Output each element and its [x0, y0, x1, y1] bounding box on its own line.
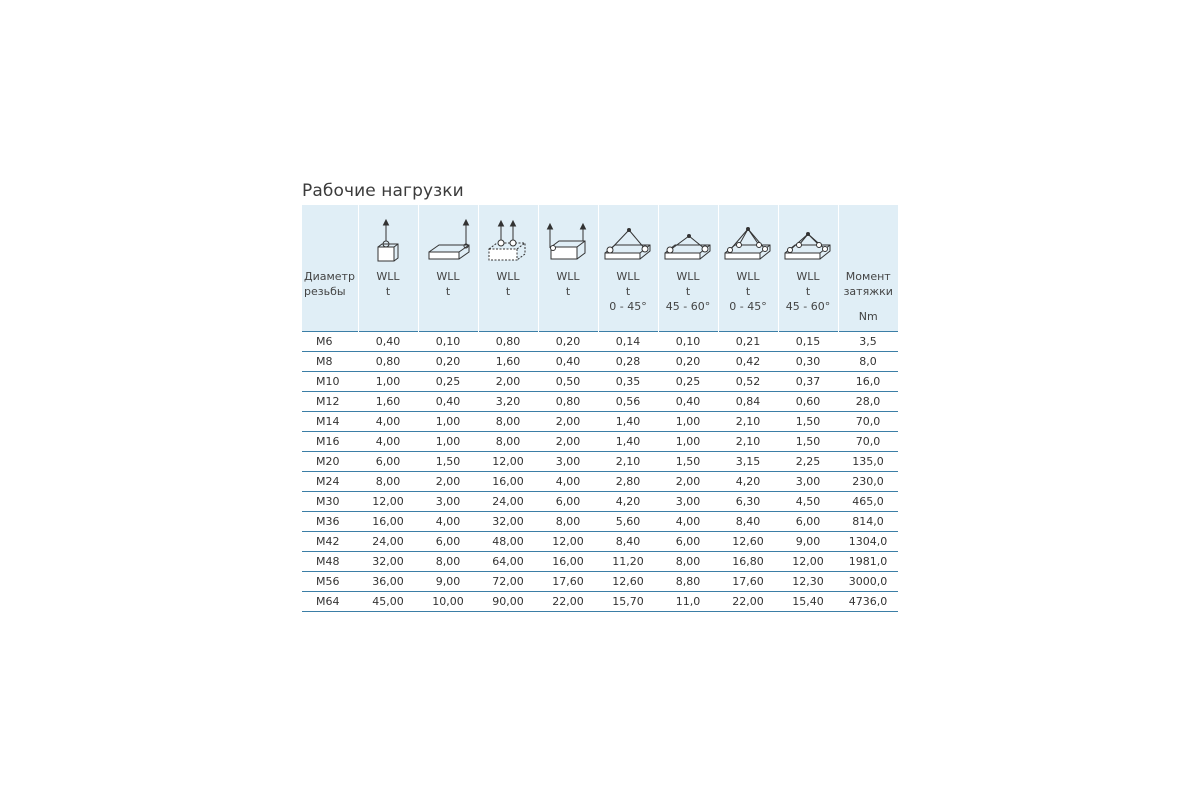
header-row — [302, 205, 898, 332]
header-thread-line-2: резьбы — [304, 285, 346, 298]
table-row — [302, 392, 898, 412]
four-leg-sling-45-60-icon — [782, 219, 834, 263]
col-6-label-angle: 45 - 60° — [665, 300, 711, 313]
table-row — [302, 592, 898, 612]
cell-wll-col-8: 12,30 — [778, 572, 838, 592]
cell-wll-col-2: 2,00 — [418, 472, 478, 492]
cell-wll-col-5: 0,35 — [598, 372, 658, 392]
cell-torque: 1981,0 — [838, 552, 898, 572]
table-row — [302, 492, 898, 512]
cell-wll-col-4: 0,50 — [538, 372, 598, 392]
cell-wll-col-1: 36,00 — [358, 572, 418, 592]
cell-wll-col-1: 32,00 — [358, 552, 418, 572]
cell-wll-col-5: 12,60 — [598, 572, 658, 592]
cell-wll-col-5: 0,14 — [598, 332, 658, 352]
cell-wll-col-6: 6,00 — [658, 532, 718, 552]
cell-wll-col-2: 0,40 — [418, 392, 478, 412]
table-row — [302, 552, 898, 572]
cell-wll-col-5: 5,60 — [598, 512, 658, 532]
cell-wll-col-2: 1,50 — [418, 452, 478, 472]
cell-wll-col-7: 3,15 — [718, 452, 778, 472]
cell-wll-col-7: 6,30 — [718, 492, 778, 512]
cell-wll-col-7: 22,00 — [718, 592, 778, 612]
col-1-label-unit: t — [385, 285, 391, 298]
cell-wll-col-7: 0,84 — [718, 392, 778, 412]
cell-torque: 8,0 — [838, 352, 898, 372]
cell-wll-col-4: 17,60 — [538, 572, 598, 592]
header-col-2 — [418, 205, 478, 332]
four-leg-sling-0-45-icon — [722, 219, 774, 263]
cell-wll-col-8: 0,30 — [778, 352, 838, 372]
cell-wll-col-4: 0,40 — [538, 352, 598, 372]
cell-wll-col-6: 2,00 — [658, 472, 718, 492]
cell-wll-col-8: 0,37 — [778, 372, 838, 392]
table-row — [302, 472, 898, 492]
cell-wll-col-7: 0,21 — [718, 332, 778, 352]
cell-wll-col-5: 0,28 — [598, 352, 658, 372]
cell-wll-col-4: 8,00 — [538, 512, 598, 532]
cell-wll-col-2: 3,00 — [418, 492, 478, 512]
cell-wll-col-4: 12,00 — [538, 532, 598, 552]
side-lift-slab-icon — [425, 219, 471, 263]
cell-torque: 135,0 — [838, 452, 898, 472]
cell-wll-col-4: 3,00 — [538, 452, 598, 472]
cell-wll-col-7: 16,80 — [718, 552, 778, 572]
cell-torque: 4736,0 — [838, 592, 898, 612]
double-vertical-lift-icon — [485, 219, 531, 263]
cell-wll-col-5: 1,40 — [598, 412, 658, 432]
cell-thread-diameter: M64 — [302, 592, 358, 612]
cell-wll-col-1: 4,00 — [358, 432, 418, 452]
cell-thread-diameter: M42 — [302, 532, 358, 552]
cell-thread-diameter: M8 — [302, 352, 358, 372]
cell-thread-diameter: M56 — [302, 572, 358, 592]
table-row — [302, 572, 898, 592]
cell-wll-col-1: 16,00 — [358, 512, 418, 532]
cell-thread-diameter: M16 — [302, 432, 358, 452]
cell-torque: 3,5 — [838, 332, 898, 352]
col-6-label-unit: t — [685, 285, 691, 298]
cell-wll-col-6: 0,40 — [658, 392, 718, 412]
cell-wll-col-4: 22,00 — [538, 592, 598, 612]
cell-torque: 230,0 — [838, 472, 898, 492]
cell-wll-col-3: 90,00 — [478, 592, 538, 612]
col-5-label-unit: t — [625, 285, 631, 298]
header-torque — [838, 205, 898, 332]
cell-wll-col-2: 0,20 — [418, 352, 478, 372]
cell-wll-col-1: 1,60 — [358, 392, 418, 412]
table-row — [302, 532, 898, 552]
header-col-5 — [598, 205, 658, 332]
cell-wll-col-5: 2,10 — [598, 452, 658, 472]
cell-wll-col-8: 9,00 — [778, 532, 838, 552]
cell-wll-col-2: 9,00 — [418, 572, 478, 592]
cell-wll-col-7: 2,10 — [718, 432, 778, 452]
cell-wll-col-8: 3,00 — [778, 472, 838, 492]
cell-wll-col-1: 0,40 — [358, 332, 418, 352]
cell-wll-col-7: 4,20 — [718, 472, 778, 492]
cell-wll-col-7: 17,60 — [718, 572, 778, 592]
cell-wll-col-5: 15,70 — [598, 592, 658, 612]
cell-wll-col-8: 0,60 — [778, 392, 838, 412]
working-loads-table — [302, 205, 898, 612]
cell-torque: 28,0 — [838, 392, 898, 412]
header-thread-line-1: Диаметр — [304, 270, 355, 283]
header-col-7 — [718, 205, 778, 332]
page-title: Рабочие нагрузки — [302, 181, 464, 201]
table-row — [302, 372, 898, 392]
col-7-label-angle: 0 - 45° — [729, 300, 767, 313]
cell-wll-col-1: 0,80 — [358, 352, 418, 372]
table-row — [302, 432, 898, 452]
col-2-label-wll: WLL — [436, 270, 460, 283]
cell-wll-col-6: 0,20 — [658, 352, 718, 372]
cell-wll-col-3: 16,00 — [478, 472, 538, 492]
cell-wll-col-8: 6,00 — [778, 512, 838, 532]
cell-wll-col-7: 8,40 — [718, 512, 778, 532]
table-row — [302, 332, 898, 352]
cell-thread-diameter: M10 — [302, 372, 358, 392]
cell-torque: 3000,0 — [838, 572, 898, 592]
cell-wll-col-3: 8,00 — [478, 432, 538, 452]
cell-wll-col-3: 24,00 — [478, 492, 538, 512]
header-col-6 — [658, 205, 718, 332]
vertical-lift-box-icon — [373, 219, 403, 263]
cell-wll-col-1: 24,00 — [358, 532, 418, 552]
cell-wll-col-3: 2,00 — [478, 372, 538, 392]
cell-wll-col-8: 1,50 — [778, 412, 838, 432]
col-3-label-unit: t — [505, 285, 511, 298]
cell-wll-col-1: 6,00 — [358, 452, 418, 472]
col-8-label-wll: WLL — [796, 270, 820, 283]
cell-wll-col-7: 12,60 — [718, 532, 778, 552]
col-7-label-unit: t — [745, 285, 751, 298]
cell-wll-col-5: 0,56 — [598, 392, 658, 412]
cell-wll-col-6: 1,00 — [658, 432, 718, 452]
header-col-3 — [478, 205, 538, 332]
cell-wll-col-1: 4,00 — [358, 412, 418, 432]
cell-wll-col-3: 72,00 — [478, 572, 538, 592]
col-6-label-wll: WLL — [676, 270, 700, 283]
cell-thread-diameter: M24 — [302, 472, 358, 492]
cell-wll-col-8: 1,50 — [778, 432, 838, 452]
cell-wll-col-2: 0,10 — [418, 332, 478, 352]
cell-wll-col-8: 15,40 — [778, 592, 838, 612]
cell-wll-col-2: 1,00 — [418, 412, 478, 432]
table-body — [302, 332, 898, 612]
col-4-label-wll: WLL — [556, 270, 580, 283]
cell-wll-col-1: 1,00 — [358, 372, 418, 392]
cell-wll-col-3: 48,00 — [478, 532, 538, 552]
col-7-label-wll: WLL — [736, 270, 760, 283]
cell-wll-col-4: 2,00 — [538, 432, 598, 452]
cell-wll-col-6: 0,10 — [658, 332, 718, 352]
header-torque-unit: Nm — [858, 310, 878, 323]
header-torque-line-2: затяжки — [843, 285, 893, 298]
cell-wll-col-2: 4,00 — [418, 512, 478, 532]
side-pull-box-icon — [545, 219, 591, 263]
col-3-label-wll: WLL — [496, 270, 520, 283]
cell-wll-col-8: 4,50 — [778, 492, 838, 512]
cell-wll-col-5: 4,20 — [598, 492, 658, 512]
cell-wll-col-2: 0,25 — [418, 372, 478, 392]
cell-wll-col-4: 4,00 — [538, 472, 598, 492]
cell-torque: 70,0 — [838, 432, 898, 452]
cell-wll-col-7: 0,42 — [718, 352, 778, 372]
col-4-label-unit: t — [565, 285, 571, 298]
cell-wll-col-6: 4,00 — [658, 512, 718, 532]
cell-wll-col-6: 3,00 — [658, 492, 718, 512]
table-row — [302, 352, 898, 372]
cell-wll-col-4: 0,20 — [538, 332, 598, 352]
cell-wll-col-1: 12,00 — [358, 492, 418, 512]
col-8-label-unit: t — [805, 285, 811, 298]
table-row — [302, 452, 898, 472]
cell-wll-col-2: 10,00 — [418, 592, 478, 612]
cell-thread-diameter: M20 — [302, 452, 358, 472]
cell-wll-col-8: 0,15 — [778, 332, 838, 352]
cell-wll-col-7: 0,52 — [718, 372, 778, 392]
header-torque-line-1: Момент — [845, 270, 891, 283]
cell-wll-col-3: 0,80 — [478, 332, 538, 352]
col-8-label-angle: 45 - 60° — [785, 300, 831, 313]
cell-wll-col-5: 2,80 — [598, 472, 658, 492]
cell-wll-col-3: 3,20 — [478, 392, 538, 412]
cell-torque: 465,0 — [838, 492, 898, 512]
cell-wll-col-5: 8,40 — [598, 532, 658, 552]
cell-wll-col-6: 0,25 — [658, 372, 718, 392]
col-2-label-unit: t — [445, 285, 451, 298]
cell-wll-col-5: 1,40 — [598, 432, 658, 452]
table-row — [302, 512, 898, 532]
cell-wll-col-7: 2,10 — [718, 412, 778, 432]
cell-wll-col-6: 8,00 — [658, 552, 718, 572]
cell-wll-col-2: 8,00 — [418, 552, 478, 572]
header-col-4 — [538, 205, 598, 332]
cell-wll-col-5: 11,20 — [598, 552, 658, 572]
cell-wll-col-3: 8,00 — [478, 412, 538, 432]
cell-wll-col-8: 2,25 — [778, 452, 838, 472]
two-leg-sling-0-45-icon — [602, 219, 654, 263]
col-5-label-wll: WLL — [616, 270, 640, 283]
loads-table-container — [302, 205, 898, 612]
cell-wll-col-6: 11,0 — [658, 592, 718, 612]
cell-torque: 16,0 — [838, 372, 898, 392]
cell-torque: 70,0 — [838, 412, 898, 432]
cell-thread-diameter: M48 — [302, 552, 358, 572]
cell-wll-col-3: 64,00 — [478, 552, 538, 572]
cell-torque: 814,0 — [838, 512, 898, 532]
header-col-8 — [778, 205, 838, 332]
cell-wll-col-2: 6,00 — [418, 532, 478, 552]
cell-thread-diameter: M30 — [302, 492, 358, 512]
col-5-label-angle: 0 - 45° — [609, 300, 647, 313]
cell-thread-diameter: M14 — [302, 412, 358, 432]
cell-wll-col-3: 12,00 — [478, 452, 538, 472]
cell-wll-col-2: 1,00 — [418, 432, 478, 452]
cell-wll-col-6: 8,80 — [658, 572, 718, 592]
cell-wll-col-4: 0,80 — [538, 392, 598, 412]
cell-wll-col-1: 45,00 — [358, 592, 418, 612]
col-1-label-wll: WLL — [376, 270, 400, 283]
header-col-1 — [358, 205, 418, 332]
cell-thread-diameter: M36 — [302, 512, 358, 532]
cell-torque: 1304,0 — [838, 532, 898, 552]
cell-thread-diameter: M6 — [302, 332, 358, 352]
cell-wll-col-4: 16,00 — [538, 552, 598, 572]
cell-wll-col-1: 8,00 — [358, 472, 418, 492]
cell-wll-col-4: 6,00 — [538, 492, 598, 512]
cell-wll-col-6: 1,00 — [658, 412, 718, 432]
cell-thread-diameter: M12 — [302, 392, 358, 412]
cell-wll-col-3: 32,00 — [478, 512, 538, 532]
header-thread-diameter — [302, 205, 358, 332]
cell-wll-col-6: 1,50 — [658, 452, 718, 472]
table-row — [302, 412, 898, 432]
cell-wll-col-4: 2,00 — [538, 412, 598, 432]
cell-wll-col-8: 12,00 — [778, 552, 838, 572]
cell-wll-col-3: 1,60 — [478, 352, 538, 372]
two-leg-sling-45-60-icon — [662, 219, 714, 263]
